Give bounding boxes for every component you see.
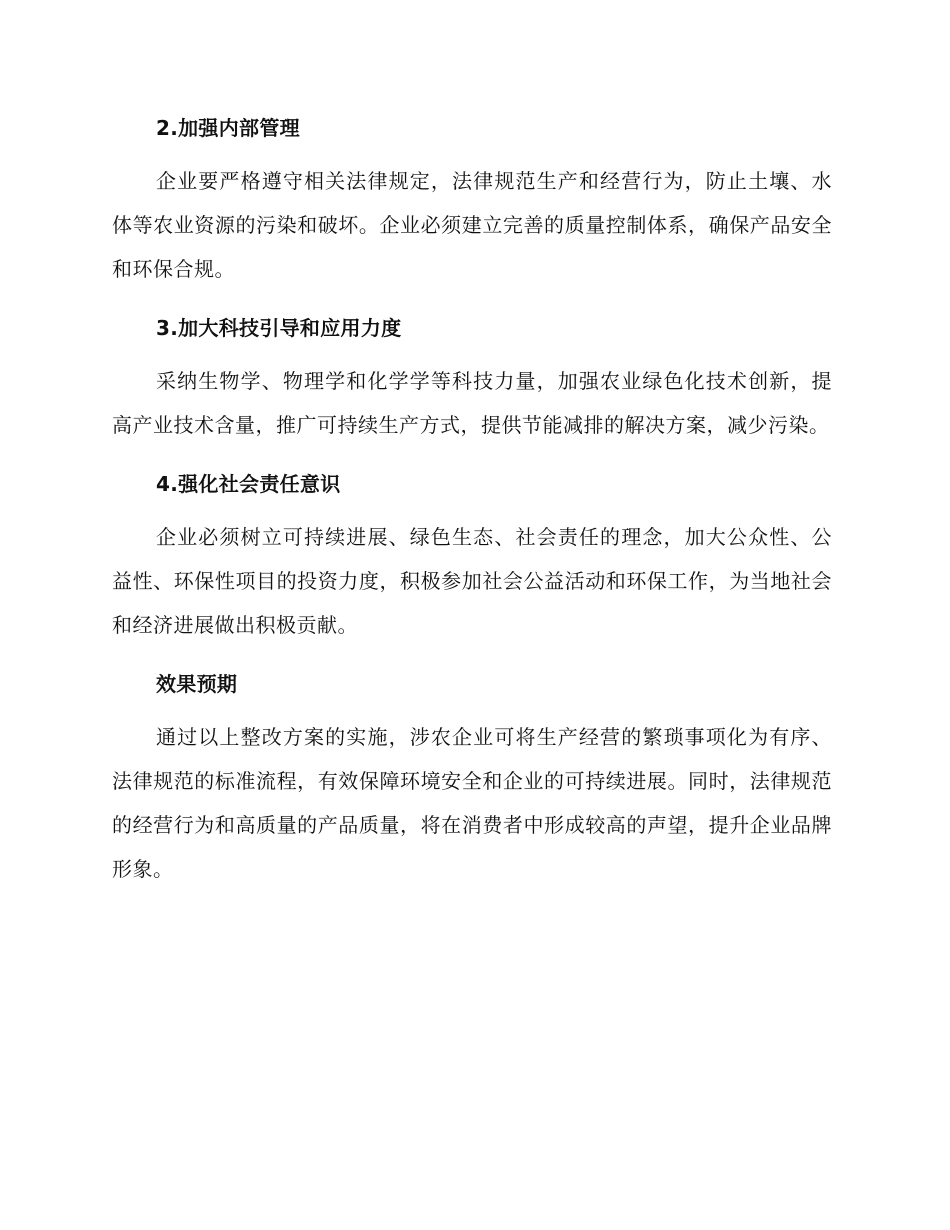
section-heading: 3.加大科技引导和应用力度 — [156, 316, 402, 340]
section-heading: 效果预期 — [156, 672, 238, 696]
section-paragraph: 通过以上整改方案的实施，涉农企业可将生产经营的繁琐事项化为有序、法律规范的标准流程，有效保障环境安全和企业的可持续进展。同时，法律规范的经营行为和高质量的产品质量，将在消费者中形成较高的声望，提升企业品牌形象。 — [112, 725, 832, 881]
section-paragraph: 采纳生物学、物理学和化学学等科技力量，加强农业绿色化技术创新，提高产业技术含量，推广可持续生产方式，提供节能减排的解决方案，减少污染。 — [112, 369, 832, 437]
section-heading: 2.加强内部管理 — [156, 116, 300, 140]
document-page — [112, 106, 832, 906]
section-paragraph: 企业必须树立可持续进展、绿色生态、社会责任的理念，加大公众性、公益性、环保性项目的投资力度，积极参加社会公益活动和环保工作，为当地社会和经济进展做出积极贡献。 — [112, 525, 832, 637]
section-heading: 4.强化社会责任意识 — [156, 472, 341, 496]
section-paragraph: 企业要严格遵守相关法律规定，法律规范生产和经营行为，防止土壤、水体等农业资源的污染和破坏。企业必须建立完善的质量控制体系，确保产品安全和环保合规。 — [112, 169, 832, 281]
